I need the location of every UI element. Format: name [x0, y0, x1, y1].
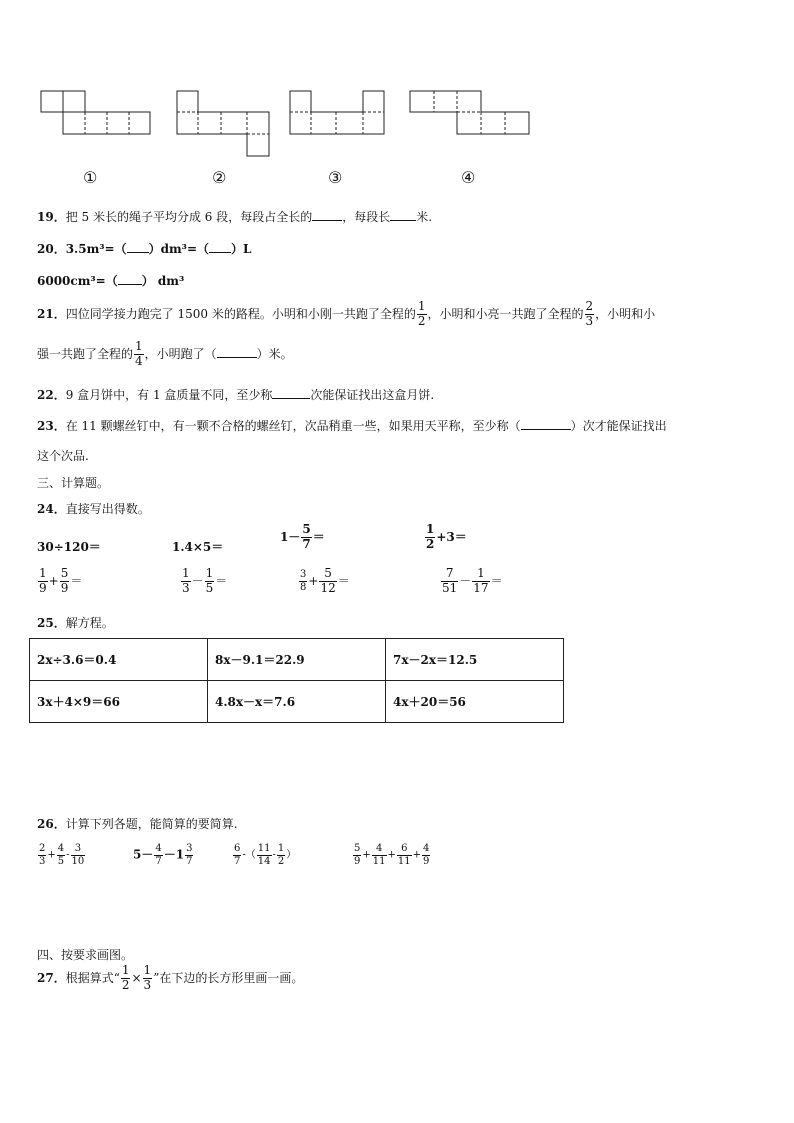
fraction — [38, 567, 48, 596]
fraction — [181, 567, 191, 596]
question-26-title — [37, 815, 238, 832]
operator: + — [48, 573, 59, 588]
net-label-1: ① — [83, 168, 98, 187]
q21-text-a: 四位同学接力跑完了 1500 米的路程。小明和小刚一共跑了全程的 — [65, 306, 416, 321]
denominator: 9 — [60, 580, 69, 595]
operator: － — [191, 573, 204, 588]
net-4 — [410, 91, 529, 134]
denominator: 3 — [585, 313, 594, 328]
net-3 — [290, 91, 384, 134]
numerator: 5 — [302, 522, 311, 536]
denominator: 9 — [423, 855, 430, 867]
numerator: 5 — [60, 566, 69, 580]
q26-title: 计算下列各题，能简算的要简算. — [65, 817, 238, 831]
q20-text-b: ）dm³=（ — [148, 242, 209, 256]
q24-r2c4 — [440, 567, 503, 596]
denominator: 7 — [234, 855, 241, 867]
question-19 — [37, 208, 432, 225]
net-label-4: ④ — [461, 168, 476, 187]
question-21-line-2 — [37, 340, 293, 369]
denominator: 9 — [354, 855, 361, 867]
question-22 — [37, 386, 434, 403]
question-23-line-2 — [37, 447, 89, 464]
operator: + — [362, 849, 371, 861]
q21-text-b: ，小明和小亮一共跑了全程的 — [427, 306, 584, 321]
q24-r1c4-b: +3＝ — [436, 529, 467, 544]
denominator: 17 — [473, 580, 489, 595]
numerator: 1 — [135, 339, 143, 353]
numerator: 1 — [417, 299, 426, 313]
numerator: 4 — [375, 843, 383, 854]
denominator: 14 — [257, 855, 271, 867]
fraction — [154, 843, 162, 867]
operator: + — [47, 849, 56, 861]
q25-title: 解方程。 — [65, 616, 114, 630]
net-label-2: ② — [212, 168, 227, 187]
numerator: 1 — [39, 566, 47, 580]
q23-text-c: 这个次品. — [37, 449, 89, 463]
net-1 — [41, 91, 150, 134]
question-number: 20． — [37, 242, 66, 256]
question-20-line-1 — [37, 240, 251, 257]
section-3-heading: 三、计算题。 — [37, 476, 110, 490]
numerator: 1 — [121, 963, 130, 977]
q24-r1c3-b: ＝ — [312, 529, 325, 544]
close-paren: ） — [286, 849, 297, 861]
answer-blank[interactable] — [217, 346, 257, 358]
q21-text-d: 强一共跑了全程的 — [37, 346, 134, 361]
operator: - — [66, 849, 70, 861]
fraction — [299, 569, 307, 593]
answer-blank[interactable] — [521, 418, 571, 430]
denominator: 4 — [135, 353, 143, 368]
q19-text-a: 把 5 米长的绳子平均分成 6 段，每段占全长的 — [65, 210, 313, 224]
fraction — [425, 523, 435, 552]
operator: + — [412, 849, 422, 861]
fraction — [185, 843, 193, 867]
q26-expr-4 — [352, 843, 431, 867]
numerator: 6 — [401, 843, 408, 854]
fraction — [257, 843, 272, 867]
q20-text-d: 6000cm³=（ — [37, 274, 118, 288]
q19-text-c: 米. — [416, 210, 433, 224]
fraction — [233, 843, 241, 867]
operator: × — [131, 970, 142, 985]
question-number: 21． — [37, 306, 66, 321]
equals: ＝ — [215, 573, 228, 588]
denominator: 5 — [57, 855, 65, 867]
numerator: 2 — [39, 843, 46, 854]
operator: － — [459, 573, 472, 588]
fraction — [134, 340, 144, 369]
q20-text-e: ） dm³ — [141, 274, 185, 288]
equation-cell: 8x－9.1＝22.9 — [208, 639, 386, 681]
answer-blank[interactable] — [312, 209, 342, 221]
equation-cell: 3x＋4×9＝66 — [30, 681, 208, 723]
numerator: 3 — [300, 569, 307, 581]
q26-e2-b: －1 — [163, 847, 185, 862]
equation-cell: 4x＋20＝56 — [386, 681, 564, 723]
net-2 — [177, 91, 269, 156]
numerator: 3 — [74, 843, 82, 854]
denominator: 2 — [121, 977, 130, 992]
denominator: 10 — [71, 855, 85, 867]
q21-text-f: ）米。 — [256, 346, 293, 361]
question-number: 23． — [37, 419, 66, 433]
question-number: 25． — [37, 616, 66, 630]
fraction — [585, 300, 595, 329]
question-24-title — [37, 500, 150, 517]
denominator: 3 — [143, 977, 152, 992]
fraction — [71, 843, 86, 867]
fraction — [319, 567, 336, 596]
denominator: 9 — [39, 580, 47, 595]
denominator: 12 — [320, 580, 336, 595]
question-20-line-2 — [37, 272, 184, 289]
denominator: 11 — [372, 855, 386, 867]
fraction — [60, 567, 70, 596]
fraction — [57, 843, 65, 867]
q27-text-b: ”在下边的长方形里画一画。 — [153, 970, 304, 985]
q27-text-a: 根据算式“ — [65, 970, 120, 985]
q21-text-c: ，小明和小 — [595, 306, 656, 321]
numerator: 2 — [585, 299, 594, 313]
numerator: 1 — [205, 566, 214, 580]
q20-text-c: ）L — [231, 242, 252, 256]
fraction — [441, 567, 458, 596]
denominator: 3 — [39, 855, 46, 867]
equation-cell: 4.8x－x＝7.6 — [208, 681, 386, 723]
denominator: 7 — [155, 855, 162, 867]
q21-text-e: ，小明跑了（ — [144, 346, 217, 361]
table-row — [30, 639, 564, 681]
question-number: 22． — [37, 388, 66, 402]
numerator: 4 — [57, 843, 65, 854]
question-27 — [37, 964, 303, 993]
numerator: 11 — [257, 843, 271, 854]
q23-text-b: ）次才能保证找出 — [570, 419, 667, 433]
equations-table — [29, 638, 564, 723]
q26-expr-2 — [133, 843, 194, 867]
numerator: 5 — [354, 843, 361, 854]
q24-r2c2 — [180, 567, 227, 596]
fraction — [121, 964, 131, 993]
question-number: 27． — [37, 970, 66, 985]
numerator: 1 — [143, 963, 152, 977]
fraction — [38, 843, 46, 867]
fraction — [143, 964, 153, 993]
fraction — [301, 523, 311, 552]
q24-title: 直接写出得数。 — [65, 502, 150, 516]
q26-expr-1 — [37, 843, 86, 867]
operator: -（ — [242, 849, 256, 861]
q24-r1c2: 1.4×5＝ — [172, 540, 224, 554]
q26-e2-a: 5－ — [133, 847, 154, 862]
numerator: 5 — [324, 566, 332, 580]
q23-text-a: 在 11 颗螺丝钉中，有一颗不合格的螺丝钉，次品稍重一些，如果用天平称，至少称（ — [65, 419, 521, 433]
q24-r1c3-a: 1－ — [280, 529, 301, 544]
question-number: 24． — [37, 502, 66, 516]
answer-blank[interactable] — [209, 241, 231, 253]
denominator: 3 — [182, 580, 190, 595]
fraction — [353, 843, 361, 867]
denominator: 8 — [300, 581, 307, 593]
answer-blank[interactable] — [272, 387, 310, 399]
denominator: 2 — [426, 536, 435, 551]
q20-text-a: 3.5m³=（ — [65, 242, 127, 256]
fraction — [372, 843, 387, 867]
numerator: 6 — [234, 843, 241, 854]
section-4-heading: 四、按要求画图。 — [37, 948, 134, 962]
equals: ＝ — [337, 573, 350, 588]
fraction — [205, 567, 215, 596]
fraction — [277, 843, 285, 867]
equals: ＝ — [490, 573, 503, 588]
numerator: 3 — [186, 843, 193, 854]
question-25-title — [37, 614, 114, 631]
operator: + — [387, 849, 396, 861]
fraction — [422, 843, 430, 867]
equation-cell: 2x÷3.6＝0.4 — [30, 639, 208, 681]
numerator: 1 — [277, 843, 285, 854]
numerator: 4 — [423, 843, 430, 854]
q26-expr-3 — [232, 843, 296, 867]
numerator: 7 — [445, 566, 454, 580]
numerator: 1 — [426, 522, 435, 536]
cube-nets-figure — [38, 88, 538, 158]
numerator: 4 — [155, 843, 162, 854]
operator: - — [272, 849, 276, 861]
q24-r2c3 — [298, 567, 350, 596]
denominator: 7 — [302, 536, 311, 551]
table-row — [30, 681, 564, 723]
q24-r1c1: 30÷120＝ — [37, 540, 101, 554]
question-21-line-1 — [37, 300, 655, 329]
fraction — [397, 843, 412, 867]
answer-blank[interactable] — [390, 209, 416, 221]
q24-r1c4 — [424, 523, 467, 552]
q22-text-b: 次能保证找出这盒月饼. — [310, 388, 435, 402]
numerator: 1 — [477, 566, 485, 580]
numerator: 1 — [182, 566, 190, 580]
answer-blank[interactable] — [118, 273, 142, 285]
fraction — [472, 567, 489, 596]
denominator: 51 — [442, 580, 458, 595]
answer-blank[interactable] — [127, 241, 149, 253]
operator: + — [308, 573, 319, 588]
denominator: 5 — [205, 580, 214, 595]
q24-r2c1 — [37, 567, 82, 596]
net-label-3: ③ — [328, 168, 343, 187]
denominator: 7 — [186, 855, 193, 867]
fraction — [417, 300, 427, 329]
q24-r1c3 — [280, 523, 325, 552]
question-number: 19． — [37, 210, 66, 224]
denominator: 11 — [397, 855, 411, 867]
question-number: 26． — [37, 817, 66, 831]
q19-text-b: ，每段长 — [342, 210, 391, 224]
equals: ＝ — [70, 573, 83, 588]
denominator: 2 — [417, 313, 426, 328]
q22-text-a: 9 盒月饼中，有 1 盒质量不同，至少称 — [65, 388, 273, 402]
denominator: 2 — [277, 855, 285, 867]
equation-cell: 7x－2x＝12.5 — [386, 639, 564, 681]
question-23-line-1 — [37, 417, 667, 434]
